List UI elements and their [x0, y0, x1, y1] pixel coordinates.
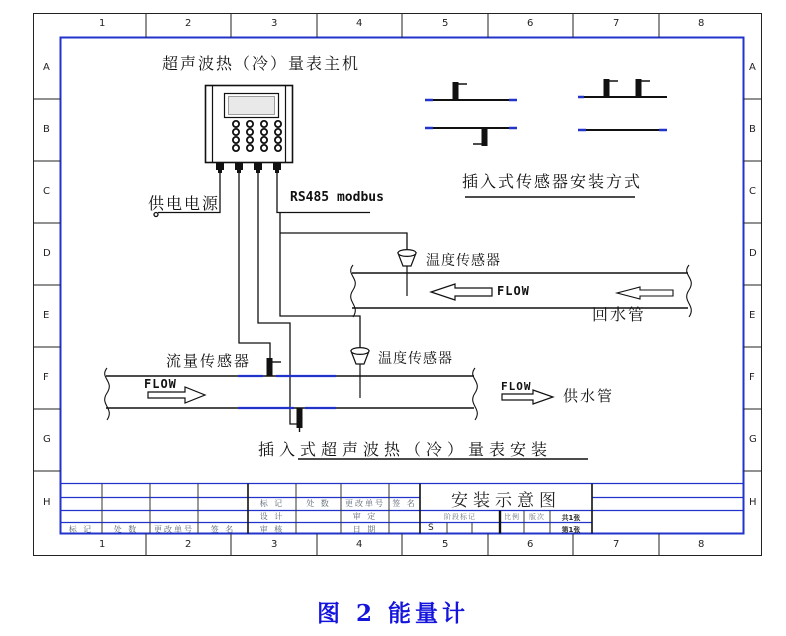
col-label: 7	[613, 18, 620, 29]
col-label: 5	[442, 18, 449, 29]
rev-header-mark: 标 记	[259, 499, 285, 508]
col-label: 7	[613, 539, 620, 550]
scale-label: 比例	[504, 513, 520, 521]
sheet-frame	[34, 14, 762, 556]
sheet-number: 第1张	[561, 526, 581, 534]
rev-header-order: 更改单号	[154, 525, 194, 534]
power-supply-label: 供电电源	[148, 194, 221, 213]
total-sheets: 共1张	[561, 514, 581, 522]
rev-header-mark: 标 记	[68, 525, 94, 534]
meter-terminals	[216, 162, 281, 173]
row-label: C	[43, 186, 50, 197]
flow-sensor-label: 流量传感器	[166, 352, 252, 370]
col-label: 3	[271, 539, 278, 550]
installation-label: 插入式超声波热（冷）量表安装	[258, 440, 553, 459]
rev-header-sign: 签 名	[392, 499, 417, 508]
col-label: 3	[271, 18, 278, 29]
meter-keypad	[233, 121, 281, 151]
insertion-method-label: 插入式传感器安装方式	[462, 172, 643, 191]
row-label: H	[43, 497, 51, 508]
version-label: 版次	[529, 513, 545, 521]
rev-header-count: 处 数	[306, 499, 331, 508]
flow-transducer-bottom	[297, 408, 303, 432]
s-cell: S	[428, 523, 434, 533]
meter-main-unit	[206, 86, 293, 174]
row-label: C	[749, 186, 756, 197]
col-label: 8	[698, 539, 705, 550]
col-label: 2	[185, 18, 192, 29]
col-label: 6	[527, 18, 534, 29]
design-label: 设 计	[259, 512, 285, 521]
col-label: 1	[99, 539, 106, 550]
rev-header-sign: 签 名	[210, 525, 236, 534]
col-label: 1	[99, 18, 106, 29]
row-label: F	[43, 372, 49, 383]
flow-arrow-return	[431, 284, 492, 300]
audit-label: 审 核	[259, 525, 285, 534]
date-label: 日 期	[352, 525, 378, 534]
figure-caption: 图 2 能量计	[316, 600, 470, 627]
approve-label: 审 定	[352, 512, 378, 521]
col-label: 5	[442, 539, 449, 550]
rev-header-count: 处 数	[113, 525, 139, 534]
col-label: 4	[356, 539, 363, 550]
row-label: A	[749, 62, 756, 73]
title-block-title: 安装示意图	[451, 491, 561, 511]
stage-mark-label: 阶段标记	[444, 513, 476, 521]
rev-header-order: 更改单号	[345, 499, 385, 508]
flow-text-return: FLOW	[497, 284, 530, 298]
row-label: F	[749, 372, 755, 383]
row-label: E	[749, 310, 756, 321]
row-label: D	[43, 248, 51, 259]
pipe-coupling-strips	[238, 376, 336, 408]
main-unit-label: 超声波热（冷）量表主机	[162, 54, 361, 73]
flow-transducer-top	[267, 358, 282, 376]
col-label: 4	[356, 18, 363, 29]
col-label: 6	[527, 539, 534, 550]
col-label: 8	[698, 18, 705, 29]
temp-sensor-supply	[351, 348, 369, 398]
row-label: B	[749, 124, 756, 135]
supply-pipe-label: 供水管	[563, 387, 615, 405]
row-label: E	[43, 310, 50, 321]
row-label: G	[43, 434, 51, 445]
flow-text-supply-out: FLOW	[501, 380, 532, 393]
flow-text-supply: FLOW	[144, 377, 177, 391]
row-label: A	[43, 62, 50, 73]
return-pipe-label: 回水管	[592, 305, 647, 324]
rs485-label: RS485 modbus	[290, 190, 384, 205]
col-label: 2	[185, 539, 192, 550]
return-direction-arrow	[617, 287, 673, 299]
row-label: B	[43, 124, 50, 135]
row-label: G	[749, 434, 757, 445]
temp-sensor-label-return: 温度传感器	[426, 253, 501, 269]
row-label: H	[749, 497, 757, 508]
temp-sensor-label-supply: 温度传感器	[378, 351, 453, 367]
row-label: D	[749, 248, 757, 259]
